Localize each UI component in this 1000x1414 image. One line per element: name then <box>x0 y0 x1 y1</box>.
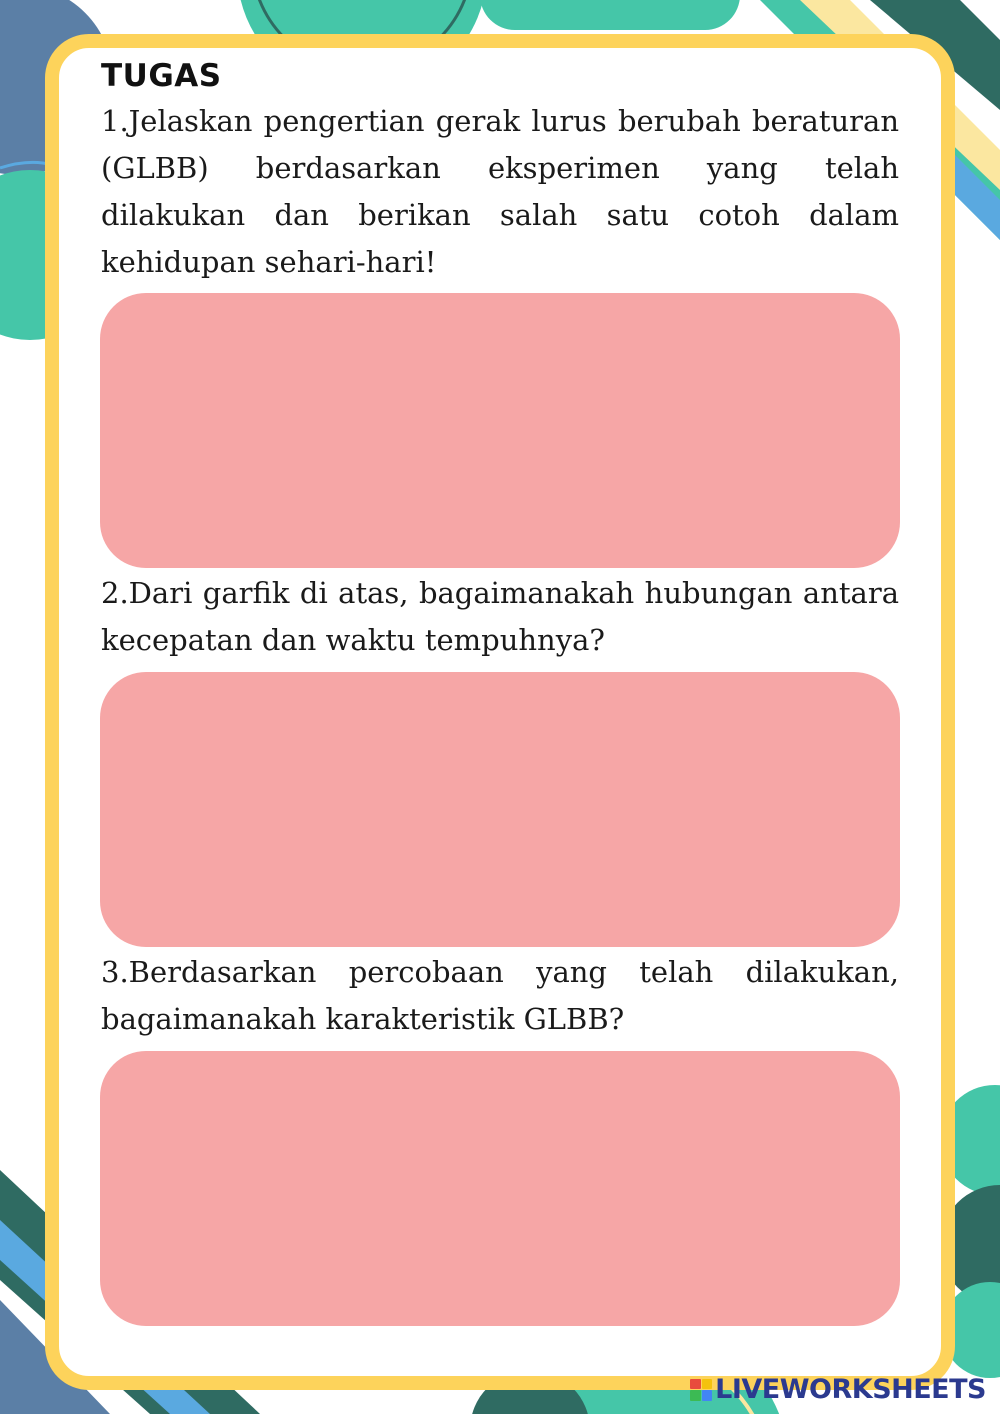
answer-box-1[interactable] <box>100 293 900 568</box>
answer-box-3[interactable] <box>100 1051 900 1326</box>
answer-box-2[interactable] <box>100 672 900 947</box>
liveworksheets-logo-icon <box>690 1379 712 1401</box>
question-3: 3.Berdasarkan percobaan yang telah dilakukan, bagaimanakah karakteristik GLBB? <box>101 955 899 1036</box>
liveworksheets-brand <box>690 1374 986 1405</box>
question-2: 2.Dari garfik di atas, bagaimanakah hubungan antara kecepatan dan waktu tempuhnya? <box>101 576 899 657</box>
worksheet-title: TUGAS <box>101 58 222 94</box>
liveworksheets-wordmark: LIVEWORKSHEETS <box>715 1374 986 1405</box>
question-1: 1.Jelaskan pengertian gerak lurus berubah beraturan (GLBB) berdasarkan eksperimen yang telah dilakukan dan berikan salah satu cotoh dalam kehidupan sehari-hari! <box>101 104 899 279</box>
